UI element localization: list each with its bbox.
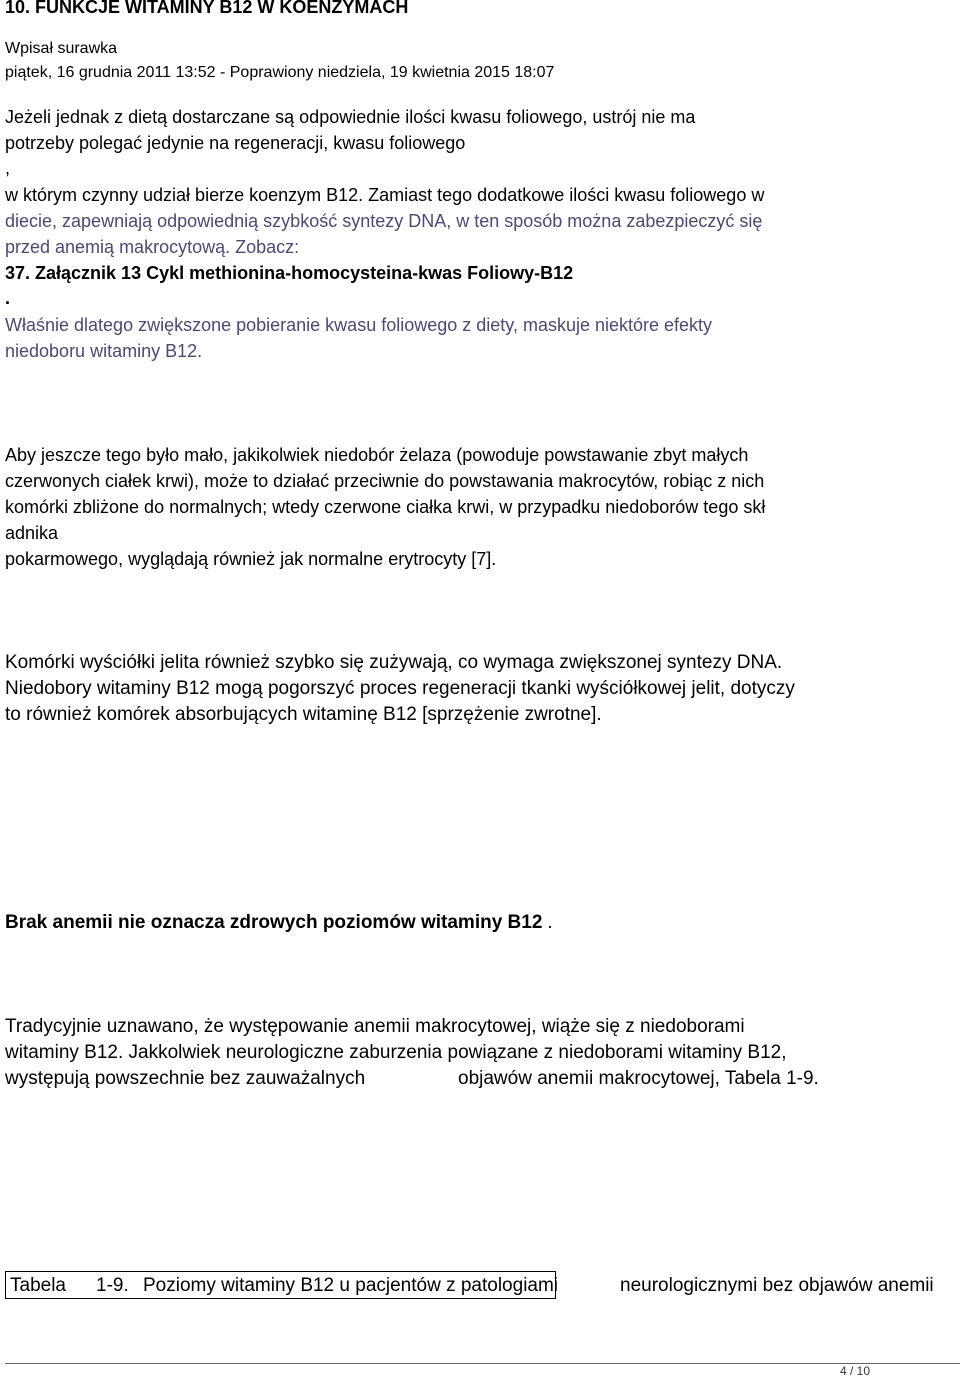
footer-rule — [5, 1363, 960, 1364]
text-line: Jeżeli jednak z dietą dostarczane są odpowiednie ilości kwasu foliowego, ustrój nie ma — [5, 107, 696, 127]
text-line: czerwonych ciałek krwi), może to działać przeciwnie do powstawania makrocytów, robiąc z nich — [5, 471, 765, 491]
page-title: 10. FUNKCJE WITAMINY B12 W KOENZYMACH — [5, 0, 409, 17]
text-line: Tradycyjnie uznawano, że występowanie anemii makrocytowej, wiąże się z niedoborami — [5, 1016, 745, 1037]
text-line: pokarmowego, wyglądają również jak normalne erytrocyty [7]. — [5, 549, 497, 569]
text-line: . — [5, 288, 11, 308]
text-line: Aby jeszcze tego było mało, jakikolwiek niedobór żelaza (powoduje powstawanie zbyt małych — [5, 445, 749, 465]
author-line: Wpisał surawka — [5, 40, 118, 57]
caption-label: Tabela — [10, 1275, 66, 1296]
text-line: komórki zbliżone do normalnych; wtedy czerwone ciałka krwi, w przypadku niedoborów tego skł — [5, 497, 766, 517]
text-line: Właśnie dlatego zwiększone pobieranie kwasu foliowego z diety, maskuje niektóre efekty — [5, 315, 713, 335]
annex-link[interactable]: 37. Załącznik 13 Cykl methionina-homocysteina-kwas Foliowy-B12 — [5, 263, 574, 283]
text-line: występują powszechnie bez zauważalnych — [5, 1068, 366, 1089]
heading-dot: . — [547, 912, 553, 933]
text-line: potrzeby polegać jedynie na regeneracji, kwasu foliowego — [5, 133, 466, 153]
text-line: przed anemią makrocytową. Zobacz: — [5, 237, 300, 257]
text-line: , — [5, 158, 11, 178]
caption-text-continued: neurologicznymi bez objawów anemii — [620, 1275, 934, 1296]
text-line: Komórki wyściółki jelita również szybko się zużywają, co wymaga zwiększonej syntezy DNA. — [5, 652, 783, 673]
text-line: Niedobory witaminy B12 mogą pogorszyć proces regeneracji tkanki wyściółkowej jelit, dotyczy — [5, 678, 795, 699]
caption-number: 1-9. — [96, 1275, 129, 1296]
text-segment: w którym czynny udział bierze koenzym B12. Zamiast tego dodatkowe ilości kwasu foliowego w — [5, 185, 765, 205]
text-line: to również komórek absorbujących witaminę B12 [sprzężenie zwrotne]. — [5, 704, 602, 725]
text-line — [5, 185, 764, 206]
text-line: adnika — [5, 523, 59, 543]
heading-text: Brak anemii nie oznacza zdrowych poziomów witaminy B12 — [5, 912, 543, 933]
page-number: 4 / 10 — [840, 1364, 871, 1378]
caption-text: Poziomy witaminy B12 u pacjentów z patologiami — [143, 1275, 559, 1296]
text-line: diecie, zapewniają odpowiednią szybkość syntezy DNA, w ten sposób można zabezpieczyć się — [5, 211, 763, 231]
text-line: objawów anemii makrocytowej, Tabela 1-9. — [458, 1068, 819, 1089]
date-line: piątek, 16 grudnia 2011 13:52 - Poprawiony niedziela, 19 kwietnia 2015 18:07 — [5, 64, 555, 81]
text-line: niedoboru witaminy B12. — [5, 341, 203, 361]
text-line: witaminy B12. Jakkolwiek neurologiczne zaburzenia powiązane z niedoborami witaminy B12, — [5, 1042, 787, 1063]
section-heading — [5, 912, 553, 934]
